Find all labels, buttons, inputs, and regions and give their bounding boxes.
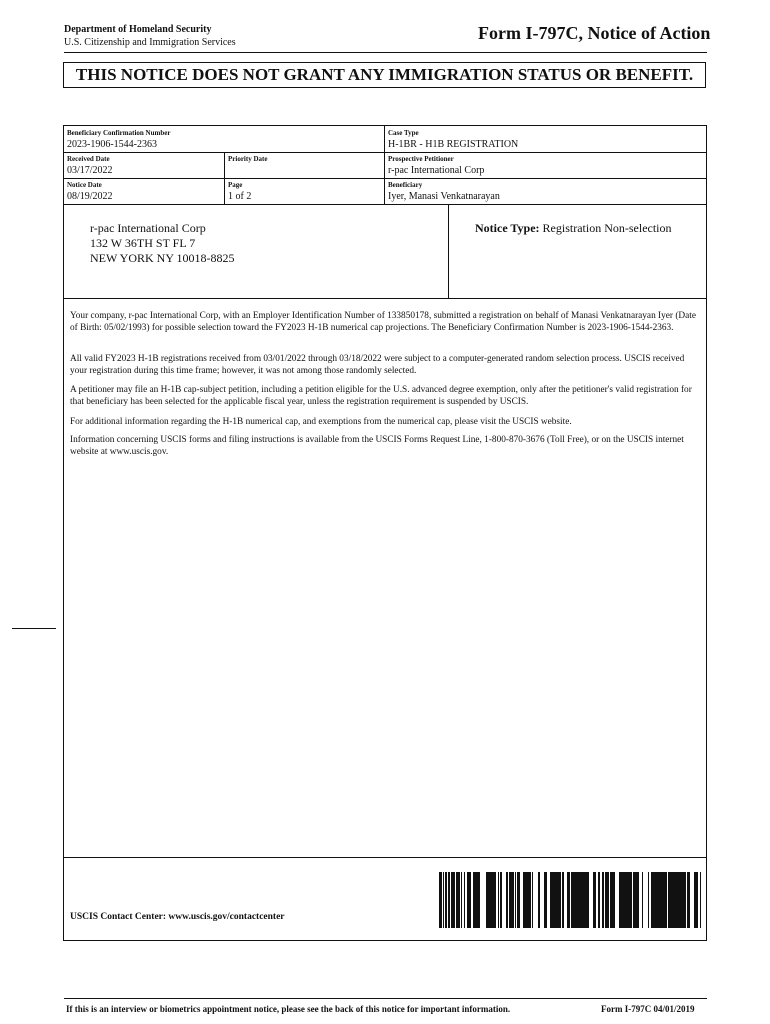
body-paragraph: All valid FY2023 H-1B registrations received from 03/01/2022 through 03/18/2022 were subject to a computer-generated random selection process. USCIS received your registration during this time frame; however, it was not among those randomly selected. <box>70 354 685 376</box>
body-paragraph: Your company, r-pac International Corp, with an Employer Identification Number of 133850178, submitted a registration on behalf of Manasi Venkatnarayan Iyer (Date of Birth: 05/02/1993) for possible selection toward the FY2023 H-1B numerical cap projections. The Beneficiary Confirmation Number is 2023-1906-1544-2363. <box>70 311 696 333</box>
notice-type <box>475 221 672 236</box>
body-paragraph: Information concerning USCIS forms and filing instructions is available from the USCIS Forms Request Line, 1-800-870-3676 (Toll Free), or on the USCIS internet website at www.uscis.gov. <box>70 435 684 457</box>
notice-date-label: Notice Date <box>67 181 102 189</box>
beneficiary-value: Iyer, Manasi Venkatnarayan <box>388 191 500 202</box>
notice-type-label: Notice Type: <box>475 221 540 235</box>
form-title: Form I-797C, Notice of Action <box>478 23 711 43</box>
grid-line <box>63 857 707 858</box>
header-rule <box>64 52 707 53</box>
beneficiary-label: Beneficiary <box>388 181 423 189</box>
prospective-petitioner-value: r-pac International Corp <box>388 165 485 176</box>
prospective-petitioner-label: Prospective Petitioner <box>388 155 454 163</box>
footer-note: If this is an interview or biometrics appointment notice, please see the back of this notice for important information. <box>66 1004 511 1014</box>
grid-line <box>63 152 707 153</box>
received-date-label: Received Date <box>67 155 110 163</box>
margin-mark <box>12 628 56 629</box>
body-paragraph: For additional information regarding the H-1B numerical cap, and exemptions from the numerical cap, please visit the USCIS website. <box>70 417 572 427</box>
case-type-label: Case Type <box>388 129 419 137</box>
received-date-value: 03/17/2022 <box>67 165 113 176</box>
grid-line <box>63 204 707 205</box>
contact-center-text: USCIS Contact Center: www.uscis.gov/contactcenter <box>70 912 285 922</box>
address-line-3: NEW YORK NY 10018-8825 <box>90 251 235 265</box>
beneficiary-confirmation-number-label: Beneficiary Confirmation Number <box>67 129 171 137</box>
address-line-2: 132 W 36TH ST FL 7 <box>90 236 196 250</box>
disclaimer-banner: THIS NOTICE DOES NOT GRANT ANY IMMIGRATION STATUS OR BENEFIT. <box>63 62 706 88</box>
notice-type-value: Registration Non-selection <box>542 221 672 235</box>
body-paragraph: A petitioner may file an H-1B cap-subject petition, including a petition eligible for the U.S. advanced degree exemption, only after the petitioner's valid registration for that beneficiary has been selected for the applicable fiscal year, unless the registration requirement is suspended by USCIS. <box>70 385 692 407</box>
page-label: Page <box>228 181 243 189</box>
notice-date-value: 08/19/2022 <box>67 191 113 202</box>
beneficiary-confirmation-number-value: 2023-1906-1544-2363 <box>67 139 157 150</box>
barcode-icon <box>437 872 705 928</box>
agency-name: Department of Homeland Security <box>64 24 212 35</box>
case-type-value: H-1BR - H1B REGISTRATION <box>388 139 519 150</box>
page-value: 1 of 2 <box>228 191 252 202</box>
grid-line <box>448 204 449 298</box>
grid-line <box>224 152 225 204</box>
agency-subname: U.S. Citizenship and Immigration Services <box>64 37 236 48</box>
grid-line <box>384 125 385 205</box>
footer-rule <box>64 998 707 999</box>
grid-line <box>63 298 707 299</box>
priority-date-label: Priority Date <box>228 155 268 163</box>
address-line-1: r-pac International Corp <box>90 221 206 235</box>
grid-line <box>63 178 707 179</box>
form-edition: Form I-797C 04/01/2019 <box>601 1004 695 1014</box>
